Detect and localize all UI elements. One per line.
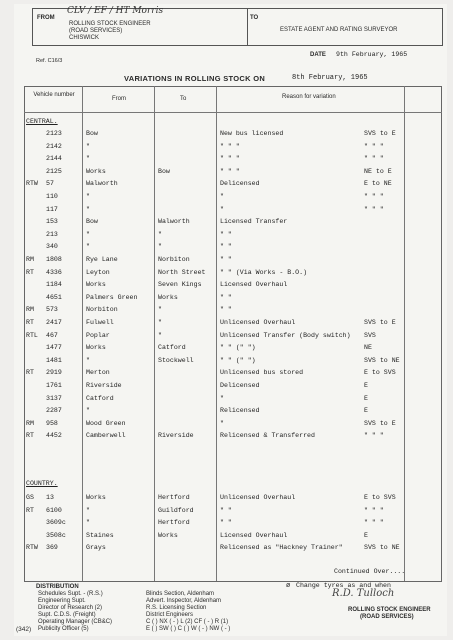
from-cell: Works bbox=[86, 167, 106, 175]
table-row bbox=[14, 304, 447, 317]
from-cell: Norbiton bbox=[86, 306, 118, 314]
header-divider bbox=[24, 112, 442, 113]
table-row bbox=[14, 393, 447, 406]
reason-cell: " " (" ") bbox=[220, 344, 256, 352]
date-value: 9th February, 1965 bbox=[336, 51, 408, 58]
from-cell: Works bbox=[86, 344, 106, 352]
distribution-left-item: Publicity Officer (5) bbox=[38, 626, 89, 632]
vehicle-number: 2287 bbox=[46, 407, 62, 415]
document-sheet bbox=[14, 4, 447, 636]
vehicle-number: 369 bbox=[46, 544, 58, 552]
reason-cell: Licensed Transfer bbox=[220, 218, 288, 226]
table-row bbox=[14, 204, 447, 217]
table-row bbox=[14, 330, 447, 343]
to-cell: North Street bbox=[158, 268, 206, 276]
reason-cell: " " " bbox=[220, 167, 240, 175]
distribution-left-item: Operating Manager (CB&C) bbox=[38, 619, 113, 625]
code-cell: " " " bbox=[364, 142, 384, 150]
from-cell: " bbox=[86, 230, 90, 238]
reason-cell: Relicensed as "Hackney Trainer" bbox=[220, 544, 343, 552]
code-cell: " " " bbox=[364, 506, 384, 514]
from-label: FROM bbox=[37, 15, 55, 21]
distribution-right-item: Advert. Inspector, Aldenham bbox=[146, 598, 222, 604]
reason-cell: Unlicensed Overhaul bbox=[220, 494, 296, 501]
from-cell: Camberwell bbox=[86, 432, 126, 440]
table-row bbox=[14, 267, 447, 280]
distribution-right-item: District Engineers bbox=[146, 612, 194, 618]
vehicle-type: RT bbox=[26, 319, 34, 326]
vehicle-number: 2919 bbox=[46, 369, 62, 377]
from-cell: " bbox=[86, 506, 90, 514]
vehicle-number: 1761 bbox=[46, 382, 62, 389]
vehicle-number: 573 bbox=[46, 306, 58, 314]
vehicle-number: 213 bbox=[46, 230, 58, 238]
vehicle-number: 1808 bbox=[46, 256, 62, 263]
from-cell: Bow bbox=[86, 130, 98, 137]
to-box bbox=[246, 8, 443, 46]
signature: R.D. Tulloch bbox=[332, 588, 395, 599]
distribution-label: DISTRIBUTION bbox=[36, 584, 79, 590]
reason-cell: Relicensed & Transferred bbox=[220, 432, 315, 440]
vehicle-number: 4336 bbox=[46, 268, 62, 276]
vehicle-number: 3609c bbox=[46, 519, 66, 527]
to-cell: " bbox=[158, 306, 162, 314]
from-cell: Riverside bbox=[86, 382, 122, 389]
vehicle-number: 57 bbox=[46, 180, 54, 188]
from-cell: " bbox=[86, 243, 90, 251]
code-cell: SVS to NE bbox=[364, 356, 400, 364]
to-cell: Stockwell bbox=[158, 356, 194, 364]
vehicle-type: RM bbox=[26, 306, 34, 314]
table-row bbox=[14, 292, 447, 305]
vehicle-number: 2142 bbox=[46, 142, 62, 150]
code-cell: NE to E bbox=[364, 167, 392, 175]
vehicle-type: RM bbox=[26, 419, 34, 427]
to-cell: " bbox=[158, 243, 162, 251]
from-location: CHISWICK bbox=[69, 35, 99, 41]
reason-cell: Licensed Overhaul bbox=[220, 531, 288, 539]
col-header-to: To bbox=[180, 96, 187, 102]
reason-cell: " " bbox=[220, 243, 232, 251]
table-row bbox=[14, 241, 447, 254]
col-header-vehicle: Vehicle number bbox=[33, 92, 75, 98]
code-cell: E to SVS bbox=[364, 494, 396, 501]
date-label: DATE bbox=[310, 52, 326, 58]
reason-cell: " " bbox=[220, 256, 232, 263]
table-row bbox=[14, 492, 447, 505]
code-cell: " " " bbox=[364, 193, 384, 200]
from-cell: Rye Lane bbox=[86, 256, 118, 263]
to-cell: Guildford bbox=[158, 506, 194, 514]
from-cell: Palmers Green bbox=[86, 293, 138, 301]
vehicle-number: 1184 bbox=[46, 281, 62, 289]
distribution-right-item: E ( ) SW ( ) C ( ) W ( - ) NW ( - ) bbox=[146, 626, 231, 632]
title-date: 8th February, 1965 bbox=[292, 74, 368, 82]
code-cell: E bbox=[364, 531, 368, 539]
code-cell: " " " bbox=[364, 432, 384, 440]
reason-cell: " " bbox=[220, 293, 232, 301]
to-cell: Bow bbox=[158, 167, 170, 175]
from-cell: Works bbox=[86, 281, 106, 289]
vehicle-number: 1477 bbox=[46, 344, 62, 352]
distribution-right-item: R.S. Licensing Section bbox=[146, 605, 207, 611]
table-row bbox=[14, 254, 447, 267]
vehicle-number: 2417 bbox=[46, 319, 62, 326]
code-cell: SVS to E bbox=[364, 419, 396, 427]
to-cell: " bbox=[158, 230, 162, 238]
reason-cell: " " bbox=[220, 519, 232, 527]
from-cell: Grays bbox=[86, 544, 106, 552]
vehicle-number: 3137 bbox=[46, 394, 62, 402]
footnote: Change tyres as and when bbox=[296, 582, 391, 589]
to-cell: Norbiton bbox=[158, 256, 190, 263]
reason-cell: New bus licensed bbox=[220, 130, 284, 137]
to-cell: Works bbox=[158, 293, 178, 301]
table-row bbox=[14, 418, 447, 431]
vehicle-number: 467 bbox=[46, 331, 58, 339]
vehicle-type: RTW bbox=[26, 180, 38, 188]
from-cell: " bbox=[86, 142, 90, 150]
table-row bbox=[14, 178, 447, 191]
table-row bbox=[14, 229, 447, 242]
section-central: CENTRAL. bbox=[26, 118, 58, 125]
reason-cell: Delicensed bbox=[220, 180, 260, 188]
reason-cell: Relicensed bbox=[220, 407, 260, 415]
code-cell: E bbox=[364, 394, 368, 402]
code-cell: E to SVS bbox=[364, 369, 396, 377]
from-cell: Leyton bbox=[86, 268, 110, 276]
from-cell: Works bbox=[86, 494, 106, 501]
from-cell: Wood Green bbox=[86, 419, 126, 427]
reason-cell: Unlicensed Overhaul bbox=[220, 319, 296, 326]
to-cell: " bbox=[158, 331, 162, 339]
code-cell: " " " bbox=[364, 205, 384, 213]
table-row bbox=[14, 380, 447, 393]
from-cell: " bbox=[86, 407, 90, 415]
from-cell: Fulwell bbox=[86, 319, 114, 326]
reason-cell: Unlicensed bus stored bbox=[220, 369, 304, 377]
distribution-right-item: Blinds Section, Aldenham bbox=[146, 591, 215, 597]
reason-cell: Licensed Overhaul bbox=[220, 281, 288, 289]
table-row bbox=[14, 505, 447, 518]
to-cell: Walworth bbox=[158, 218, 190, 226]
table-row bbox=[14, 430, 447, 443]
reference: Ref. C16/3 bbox=[36, 58, 63, 64]
reason-cell: Unlicensed Transfer (Body switch) bbox=[220, 331, 351, 339]
table-row bbox=[14, 542, 447, 555]
vehicle-type: RM bbox=[26, 256, 34, 263]
vehicle-type: RT bbox=[26, 432, 34, 440]
code-cell: SVS to E bbox=[364, 319, 396, 326]
vehicle-type: RTL bbox=[26, 331, 38, 339]
vehicle-number: 1481 bbox=[46, 356, 62, 364]
vehicle-number: 2123 bbox=[46, 130, 62, 137]
to-cell: Riverside bbox=[158, 432, 194, 440]
table-row bbox=[14, 367, 447, 380]
continued-over: Continued Over.... bbox=[334, 568, 406, 575]
distribution-left-item: Schedules Supt. - (R.S.) bbox=[38, 591, 103, 597]
vehicle-number: 4651 bbox=[46, 293, 62, 301]
from-cell: Poplar bbox=[86, 331, 110, 339]
to-cell: Catford bbox=[158, 344, 186, 352]
from-cell: Walworth bbox=[86, 180, 118, 188]
distribution-left-item: Director of Research (2) bbox=[38, 605, 103, 611]
from-cell: Staines bbox=[86, 531, 114, 539]
distribution-right bbox=[146, 591, 230, 633]
signoff-dept: (ROAD SERVICES) bbox=[360, 614, 414, 620]
distribution-code: (342) bbox=[16, 626, 32, 633]
table-row bbox=[14, 355, 447, 368]
table-row bbox=[14, 166, 447, 179]
vehicle-type: RT bbox=[26, 506, 34, 514]
from-cell: " bbox=[86, 155, 90, 163]
from-cell: Bow bbox=[86, 218, 98, 226]
table-row bbox=[14, 530, 447, 543]
vehicle-number: 4452 bbox=[46, 432, 62, 440]
reason-cell: " " " bbox=[220, 142, 240, 150]
distribution-left-item: Engineering Supt. bbox=[38, 598, 86, 604]
table-row bbox=[14, 317, 447, 330]
footnote-marker: ø bbox=[286, 582, 291, 589]
vehicle-number: 13 bbox=[46, 494, 54, 501]
reason-cell: " " bbox=[220, 306, 232, 314]
distribution-left bbox=[38, 591, 112, 633]
reason-cell: " bbox=[220, 205, 224, 213]
distribution-left-item: Supt. C.D.S. (Freight) bbox=[38, 612, 96, 618]
vehicle-number: 110 bbox=[46, 193, 58, 200]
from-dept-2: (ROAD SERVICES) bbox=[69, 28, 123, 34]
reason-cell: " " (" ") bbox=[220, 356, 256, 364]
table-row bbox=[14, 405, 447, 418]
reason-cell: " " " bbox=[220, 155, 240, 163]
table-row bbox=[14, 153, 447, 166]
code-cell: " " " bbox=[364, 519, 384, 527]
vehicle-number: 2125 bbox=[46, 167, 62, 175]
reason-cell: " bbox=[220, 193, 224, 200]
table-row bbox=[14, 141, 447, 154]
page-title: VARIATIONS IN ROLLING STOCK ON bbox=[124, 74, 266, 83]
section-country: COUNTRY. bbox=[26, 480, 58, 487]
col-header-from: From bbox=[112, 96, 126, 102]
vehicle-number: 2144 bbox=[46, 155, 62, 163]
from-cell: " bbox=[86, 205, 90, 213]
to-cell: Works bbox=[158, 531, 178, 539]
reason-cell: Delicensed bbox=[220, 382, 260, 389]
code-cell: E bbox=[364, 382, 368, 389]
from-cell: " bbox=[86, 519, 90, 527]
from-cell: Merton bbox=[86, 369, 110, 377]
table-row bbox=[14, 128, 447, 141]
from-cell: " bbox=[86, 193, 90, 200]
vehicle-type: RT bbox=[26, 369, 34, 377]
table-row bbox=[14, 342, 447, 355]
vehicle-number: 3508c bbox=[46, 531, 66, 539]
code-cell: " " " bbox=[364, 155, 384, 163]
distribution-right-item: C ( ) NX ( - ) L (2) CF ( - ) R (1) bbox=[146, 619, 229, 625]
col-header-reason: Reason for variation bbox=[282, 94, 336, 100]
from-cell: Catford bbox=[86, 394, 114, 402]
code-cell: NE bbox=[364, 344, 372, 352]
reason-cell: " " bbox=[220, 230, 232, 238]
to-cell: Hertford bbox=[158, 494, 190, 501]
table-row bbox=[14, 191, 447, 204]
table-row bbox=[14, 279, 447, 292]
reason-cell: " " bbox=[220, 506, 232, 514]
from-box bbox=[32, 8, 248, 46]
vehicle-number: 153 bbox=[46, 218, 58, 226]
from-dept-1: ROLLING STOCK ENGINEER bbox=[69, 21, 151, 27]
table-row bbox=[14, 517, 447, 530]
code-cell: E to NE bbox=[364, 180, 392, 188]
to-dept: ESTATE AGENT AND RATING SURVEYOR bbox=[280, 27, 398, 33]
vehicle-number: 958 bbox=[46, 419, 58, 427]
vehicle-number: 6100 bbox=[46, 506, 62, 514]
reason-cell: " " (Via Works - B.O.) bbox=[220, 268, 308, 276]
code-cell: SVS to E bbox=[364, 130, 396, 137]
vehicle-number: 340 bbox=[46, 243, 58, 251]
reason-cell: " bbox=[220, 419, 224, 427]
reason-cell: " bbox=[220, 394, 224, 402]
code-cell: SVS bbox=[364, 331, 376, 339]
from-cell: " bbox=[86, 356, 90, 364]
vehicle-type: RT bbox=[26, 268, 34, 276]
table-row bbox=[14, 216, 447, 229]
signoff-title: ROLLING STOCK ENGINEER bbox=[348, 607, 431, 613]
vehicle-type: RTW bbox=[26, 544, 38, 552]
code-cell: SVS to NE bbox=[364, 544, 400, 552]
vehicle-number: 117 bbox=[46, 205, 58, 213]
from-handwriting: CLV / EF / HT Morris bbox=[67, 6, 164, 16]
to-cell: Seven Kings bbox=[158, 281, 202, 289]
code-cell: E bbox=[364, 407, 368, 415]
vehicle-type: GS bbox=[26, 494, 34, 501]
to-label: TO bbox=[250, 15, 259, 21]
to-cell: " bbox=[158, 319, 162, 326]
to-cell: Hertford bbox=[158, 519, 190, 527]
